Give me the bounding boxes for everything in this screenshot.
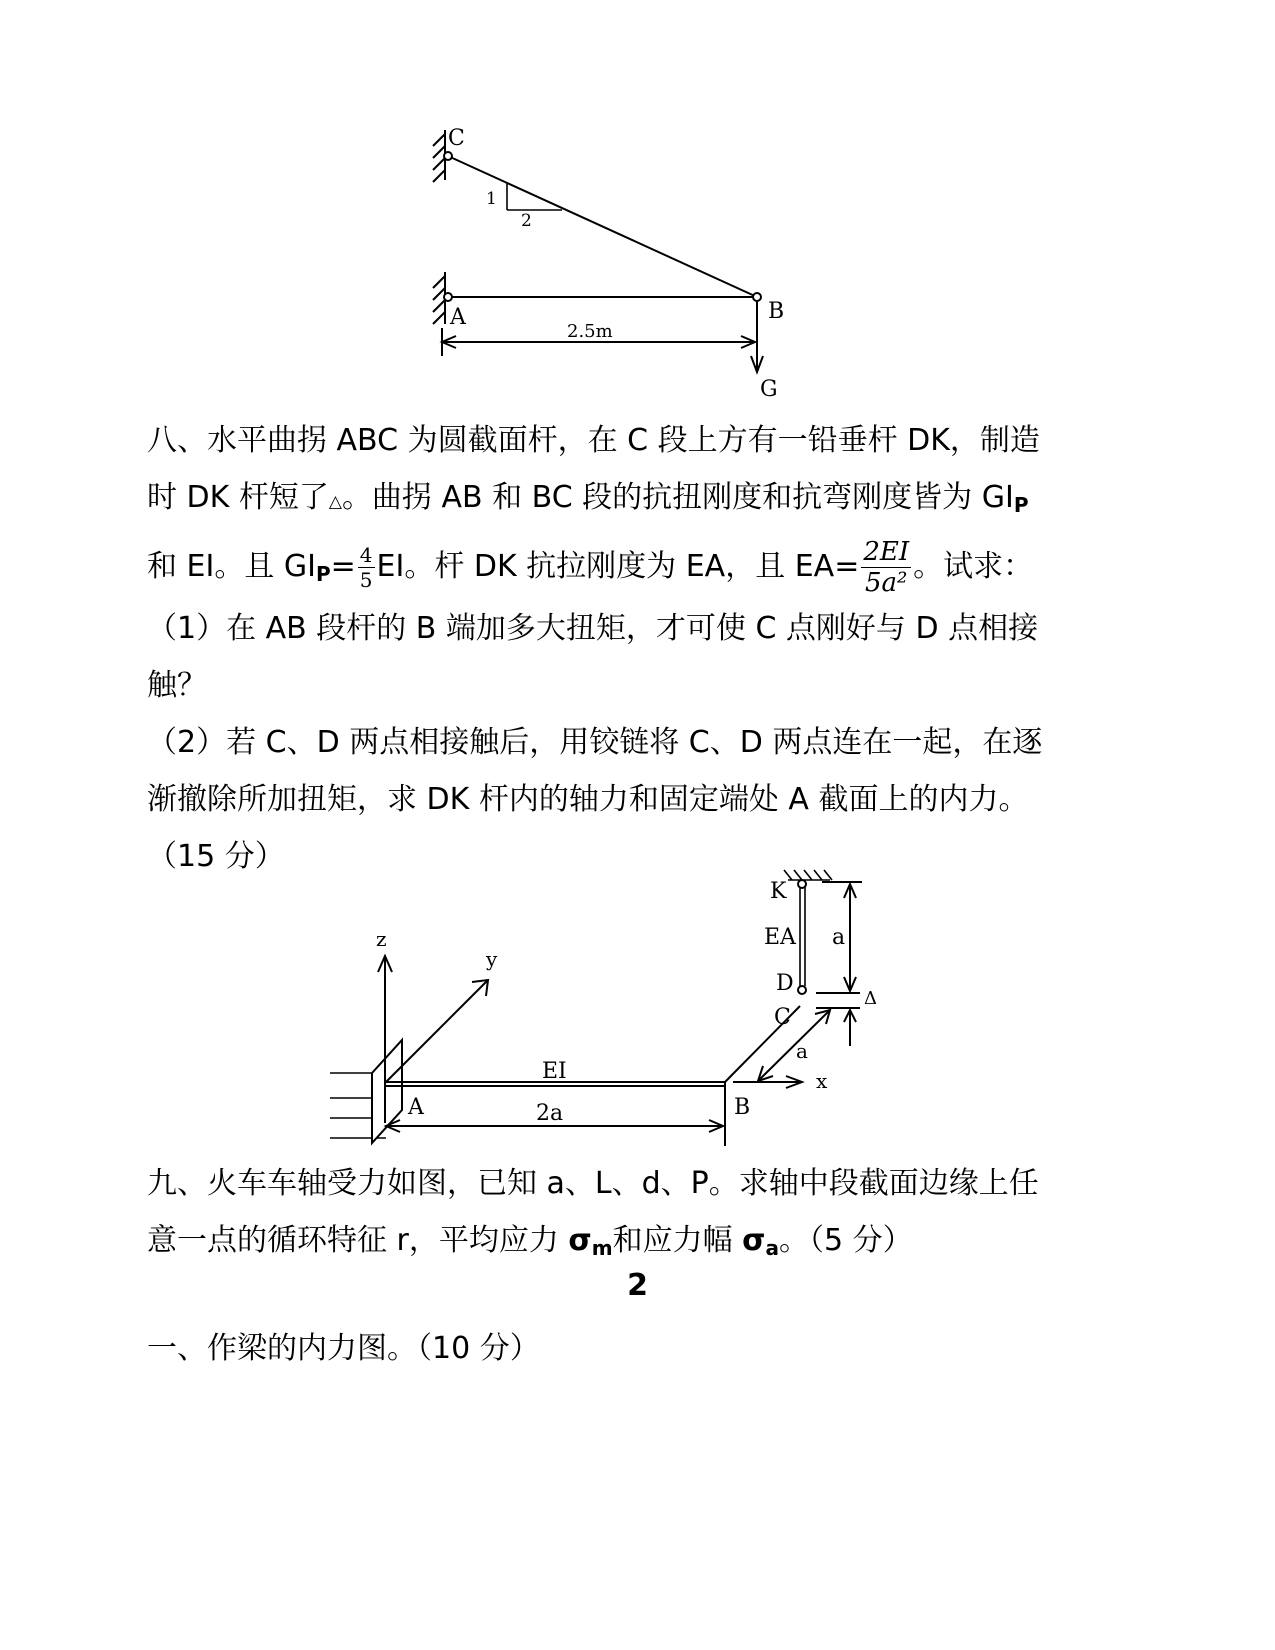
q9-line-2: 意一点的循环特征 r，平均应力 $\sigma_m$和应力幅 $\sigma_a$。（5 分）	[147, 1223, 913, 1260]
sigma-symbol: σ	[568, 1223, 592, 1258]
load-arrow-g	[751, 301, 763, 372]
q8-line-4: （1）在 AB 段杆的 B 端加多大扭矩，才可使 C 点刚好与 D 点相接	[147, 611, 1039, 646]
subscript-m: m	[591, 1236, 613, 1260]
q8-line-6: （2）若 C、D 两点相接触后，用铰链将 C、D 两点连在一起，在逐	[147, 725, 1043, 760]
slope-rise-label: 1	[486, 189, 497, 209]
dimension-label: 2.5m	[567, 321, 613, 342]
q8-line-2: 时 DK 杆短了△。曲拐 AB 和 BC 段的抗扭刚度和抗弯刚度皆为 $GI_P$	[147, 480, 1029, 517]
label-c: C	[448, 126, 465, 151]
question-1	[147, 1320, 1137, 1377]
label-a-vertical: a	[832, 925, 846, 950]
question-9	[147, 1155, 1137, 1277]
pin-k	[798, 880, 806, 888]
label-b: B	[768, 299, 785, 324]
q9-line-1: 九、火车车轴受力如图，已知 a、L、d、P。求轴中段截面边缘上任	[147, 1166, 1039, 1201]
label-z: z	[376, 927, 387, 951]
page-number: 2	[627, 1268, 648, 1303]
pin-b	[753, 293, 761, 301]
point-c-platform	[816, 993, 860, 1008]
rod-dk	[800, 884, 805, 986]
fraction-2ei-5a2: $\frac{2EI}{\text{5a²}}$	[863, 537, 910, 598]
label-2a: 2a	[536, 1101, 564, 1126]
pin-d	[798, 986, 806, 994]
y-axis	[385, 980, 488, 1083]
pin-a	[444, 293, 452, 301]
label-y: y	[486, 947, 498, 971]
q8-line-3: 和 EI。且 $GI_P=$ $\frac{4}{5}$ EI。杆 DK 抗拉刚度为 EA，且 EA= $\frac{2EI}{\text{5a²}}$ 。试求：	[147, 537, 1034, 598]
label-b-point: B	[734, 1095, 751, 1120]
label-a: A	[450, 305, 466, 330]
figure-beam-cable	[420, 120, 820, 420]
q8-line-5: 触？	[147, 668, 207, 703]
delta-symbol: △	[328, 492, 342, 512]
ceiling-support-k	[784, 870, 832, 880]
wall-block	[372, 1040, 402, 1143]
label-delta: Δ	[864, 988, 877, 1009]
subscript-p-2: P	[315, 562, 331, 586]
fraction-four-fifths: $\frac{4}{5}$	[359, 543, 373, 592]
pin-c	[444, 152, 452, 160]
q1-line-1: 一、作梁的内力图。（10 分）	[147, 1331, 540, 1366]
label-d-point: D	[776, 971, 794, 996]
label-x: x	[816, 1069, 828, 1093]
label-a-diagonal: a	[796, 1039, 808, 1063]
label-a-point: A	[408, 1095, 424, 1120]
q8-line-7: 渐撤除所加扭矩，求 DK 杆内的轴力和固定端处 A 截面上的内力。	[147, 782, 1029, 817]
sigma-symbol-2: σ	[742, 1223, 766, 1258]
q8-line-8: （15 分）	[147, 839, 285, 874]
q8-line-1: 八、水平曲拐 ABC 为圆截面杆，在 C 段上方有一铅垂杆 DK，制造	[147, 423, 1040, 458]
figure-crank-rod	[330, 868, 910, 1168]
label-ea: EA	[764, 925, 796, 950]
label-k-point: K	[770, 879, 787, 904]
label-g: G	[760, 377, 778, 402]
subscript-a: a	[765, 1236, 780, 1260]
question-8	[147, 412, 1137, 885]
subscript-p: P	[1013, 493, 1029, 517]
cable-cb	[448, 156, 757, 297]
delta-gap-arrow	[844, 1010, 856, 1046]
label-c-point: C	[774, 1005, 791, 1030]
label-ei: EI	[542, 1059, 567, 1084]
slope-run-label: 2	[521, 211, 532, 231]
